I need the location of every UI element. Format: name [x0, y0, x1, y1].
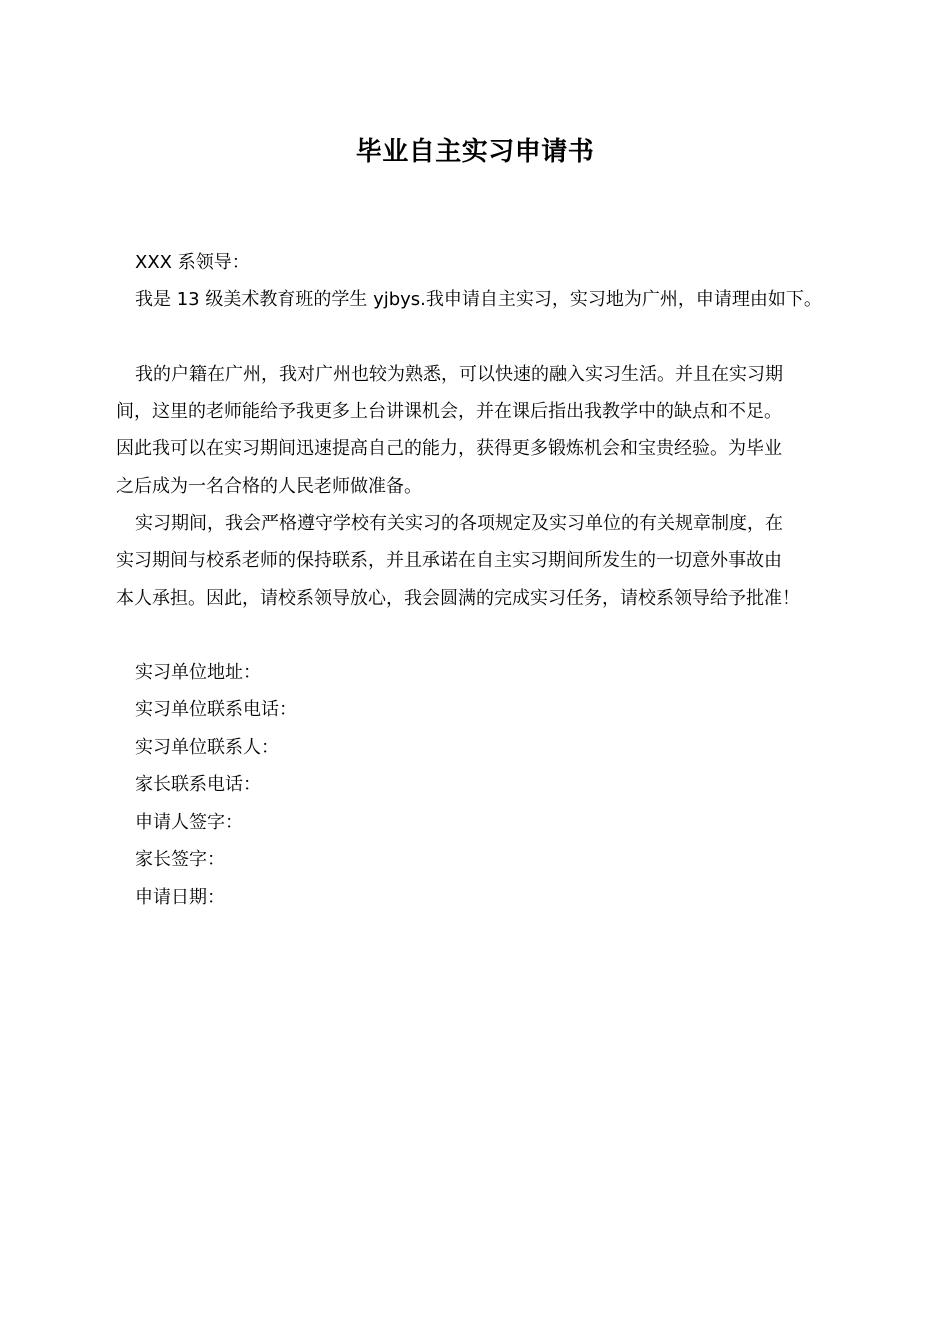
field-application-date: 申请日期：	[135, 887, 225, 908]
paragraph2-line-1: 实习期间，我会严格遵守学校有关实习的各项规定及实习单位的有关规章制度，在	[135, 513, 783, 534]
paragraph2-line-3: 本人承担。因此，请校系领导放心，我会圆满的完成实习任务，请校系领导给予批准！	[116, 588, 800, 609]
paragraph1-line-1: 我的户籍在广州，我对广州也较为熟悉，可以快速的融入实习生活。并且在实习期	[135, 364, 783, 385]
salutation: XXX 系领导：	[135, 252, 250, 273]
field-applicant-signature: 申请人签字：	[135, 812, 243, 833]
field-internship-contact: 实习单位联系人：	[135, 737, 279, 758]
paragraph1-line-3: 因此我可以在实习期间迅速提高自己的能力，获得更多锻炼机会和宝贵经验。为毕业	[116, 438, 782, 459]
field-internship-address: 实习单位地址：	[135, 662, 261, 683]
paragraph1-line-2: 间，这里的老师能给予我更多上台讲课机会，并在课后指出我教学中的缺点和不足。	[116, 401, 782, 422]
document-title: 毕业自主实习申请书	[355, 137, 595, 167]
field-parent-signature: 家长签字：	[135, 849, 225, 870]
paragraph1-line-4: 之后成为一名合格的人民老师做准备。	[116, 476, 422, 497]
paragraph2-line-2: 实习期间与校系老师的保持联系，并且承诺在自主实习期间所发生的一切意外事故由	[116, 550, 782, 571]
field-internship-phone: 实习单位联系电话：	[135, 699, 297, 720]
field-parent-phone: 家长联系电话：	[135, 774, 261, 795]
intro-line: 我是 13 级美术教育班的学生 yjbys.我申请自主实习，实习地为广州，申请理由如下。	[135, 289, 822, 310]
